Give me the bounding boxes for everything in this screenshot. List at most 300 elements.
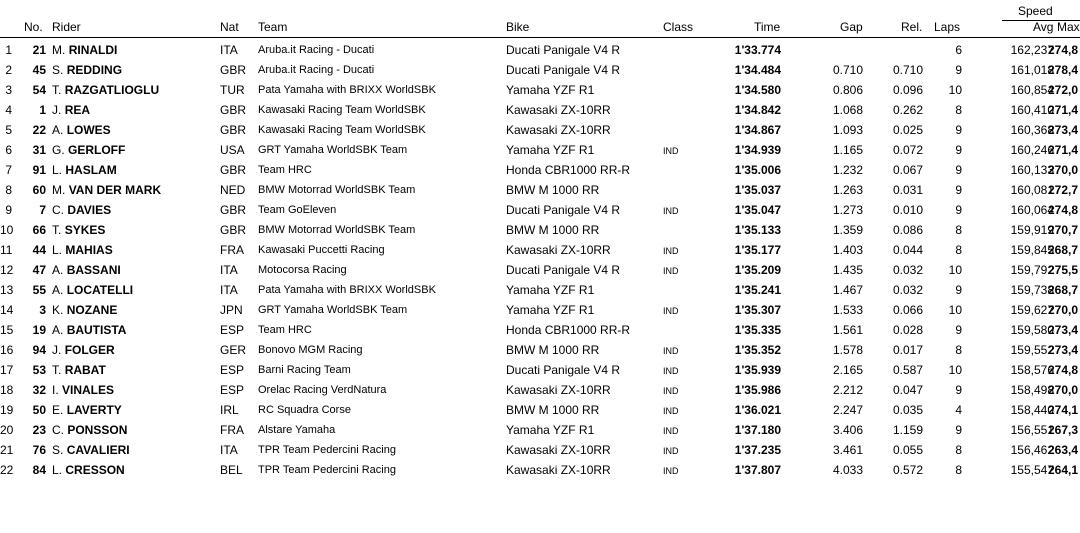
header-laps: Laps: [934, 20, 961, 34]
header-max: Max: [1057, 20, 1080, 34]
max-speed-cell: 270,0: [1048, 303, 1079, 317]
avg-speed-cell: 159,792: [1010, 263, 1054, 277]
class-cell: IND: [663, 206, 679, 216]
rider-number-cell: 50: [32, 403, 46, 417]
lap-time-cell: 1'35.209: [734, 263, 781, 277]
team-cell: Bonovo MGM Racing: [258, 344, 363, 356]
relative-gap-cell: 1.159: [892, 423, 923, 437]
rider-initial: A.: [52, 283, 64, 297]
table-row: [0, 180, 1080, 200]
rider-initial: T.: [52, 223, 62, 237]
rider-name-cell: [52, 323, 126, 337]
position-cell: 16: [0, 343, 14, 357]
rider-name-cell: [52, 103, 90, 117]
nationality-cell: USA: [220, 143, 245, 157]
position-cell: 22: [0, 463, 14, 477]
gap-cell: 4.033: [832, 463, 863, 477]
header-gap: Gap: [840, 20, 863, 34]
lap-time-cell: 1'37.807: [734, 463, 781, 477]
team-cell: Aruba.it Racing - Ducati: [258, 44, 375, 56]
table-row: [0, 240, 1080, 260]
rider-number-cell: 23: [32, 423, 46, 437]
rider-surname: MAHIAS: [65, 243, 113, 257]
rider-surname: CRESSON: [65, 463, 125, 477]
nationality-cell: FRA: [220, 423, 244, 437]
class-cell: IND: [663, 386, 679, 396]
bike-cell: Honda CBR1000 RR-R: [506, 323, 631, 337]
lap-time-cell: 1'35.307: [734, 303, 781, 317]
bike-cell: BMW M 1000 RR: [506, 343, 600, 357]
bike-cell: Kawasaki ZX-10RR: [506, 103, 611, 117]
rider-surname: FOLGER: [64, 343, 115, 357]
relative-gap-cell: 0.587: [892, 363, 923, 377]
rider-surname: RABAT: [64, 363, 106, 377]
relative-gap-cell: 0.032: [892, 263, 923, 277]
gap-cell: 1.359: [832, 223, 863, 237]
rider-name-cell: [52, 203, 111, 217]
nationality-cell: ESP: [220, 323, 245, 337]
rider-initial: A.: [52, 323, 64, 337]
rider-initial: L.: [52, 243, 63, 257]
max-speed-cell: 270,0: [1048, 383, 1079, 397]
header-no: No.: [24, 20, 43, 34]
rider-surname: BAUTISTA: [66, 323, 127, 337]
rider-initial: M.: [52, 43, 66, 57]
rider-number-cell: 60: [32, 183, 46, 197]
max-speed-cell: 274,8: [1048, 203, 1079, 217]
bike-cell: Ducati Panigale V4 R: [506, 203, 621, 217]
table-row: [0, 220, 1080, 240]
gap-cell: 1.403: [832, 243, 863, 257]
lap-time-cell: 1'33.774: [734, 43, 781, 57]
nationality-cell: FRA: [220, 243, 244, 257]
avg-speed-cell: 158,576: [1010, 363, 1054, 377]
bike-cell: Kawasaki ZX-10RR: [506, 383, 611, 397]
position-cell: 13: [0, 283, 14, 297]
position-cell: 8: [5, 183, 12, 197]
avg-speed-cell: 155,547: [1010, 463, 1054, 477]
nationality-cell: ESP: [220, 383, 245, 397]
class-cell: IND: [663, 406, 679, 416]
rider-surname: RAZGATLIOGLU: [64, 83, 160, 97]
relative-gap-cell: 0.035: [892, 403, 923, 417]
rider-surname: LAVERTY: [66, 403, 122, 417]
table-row: [0, 60, 1080, 80]
class-cell: IND: [663, 246, 679, 256]
lap-time-cell: 1'36.021: [734, 403, 781, 417]
rider-surname: REDDING: [66, 63, 123, 77]
rider-number-cell: 66: [32, 223, 46, 237]
avg-speed-cell: 159,738: [1010, 283, 1054, 297]
team-cell: Kawasaki Racing Team WorldSBK: [258, 104, 426, 116]
laps-cell: 9: [955, 143, 962, 157]
rider-number-cell: 3: [39, 303, 46, 317]
laps-cell: 9: [955, 383, 962, 397]
rider-surname: BASSANI: [66, 263, 121, 277]
max-speed-cell: 272,7: [1048, 183, 1079, 197]
max-speed-cell: 264,1: [1048, 463, 1079, 477]
class-cell: IND: [663, 306, 679, 316]
nationality-cell: GER: [220, 343, 247, 357]
avg-speed-cell: 158,498: [1010, 383, 1054, 397]
rider-name-cell: [52, 223, 105, 237]
position-cell: 19: [0, 403, 14, 417]
team-cell: BMW Motorrad WorldSBK Team: [258, 224, 416, 236]
relative-gap-cell: 0.010: [892, 203, 923, 217]
rider-name-cell: [52, 123, 111, 137]
rider-number-cell: 54: [32, 83, 46, 97]
position-cell: 21: [0, 443, 14, 457]
lap-time-cell: 1'35.939: [734, 363, 781, 377]
rider-initial: A.: [52, 123, 64, 137]
rider-surname: HASLAM: [65, 163, 117, 177]
table-row: [0, 200, 1080, 220]
relative-gap-cell: 0.025: [892, 123, 923, 137]
bike-cell: Yamaha YZF R1: [506, 83, 595, 97]
class-cell: IND: [663, 146, 679, 156]
laps-cell: 9: [955, 183, 962, 197]
rider-name-cell: [52, 83, 159, 97]
rider-surname: DAVIES: [67, 203, 112, 217]
bike-cell: Ducati Panigale V4 R: [506, 63, 621, 77]
header-class: Class: [663, 20, 694, 34]
rider-name-cell: [52, 343, 115, 357]
bike-cell: Kawasaki ZX-10RR: [506, 243, 611, 257]
position-cell: 2: [5, 63, 12, 77]
max-speed-cell: 273,4: [1048, 323, 1079, 337]
nationality-cell: GBR: [220, 223, 247, 237]
bike-cell: Kawasaki ZX-10RR: [506, 443, 611, 457]
header-bike: Bike: [506, 20, 530, 34]
rider-initial: C.: [52, 203, 64, 217]
relative-gap-cell: 0.710: [892, 63, 923, 77]
rider-name-cell: [52, 403, 122, 417]
laps-cell: 9: [955, 163, 962, 177]
team-cell: Team HRC: [258, 324, 312, 336]
max-speed-cell: 270,0: [1048, 163, 1079, 177]
team-cell: TPR Team Pedercini Racing: [258, 464, 396, 476]
bike-cell: Kawasaki ZX-10RR: [506, 123, 611, 137]
rider-initial: L.: [52, 463, 63, 477]
class-cell: IND: [663, 266, 679, 276]
header-nat: Nat: [220, 20, 239, 34]
header-team: Team: [258, 20, 288, 34]
rider-number-cell: 94: [32, 343, 46, 357]
table-row: [0, 400, 1080, 420]
header-time: Time: [754, 20, 781, 34]
rider-initial: S.: [52, 443, 64, 457]
avg-speed-cell: 160,368: [1010, 123, 1054, 137]
avg-speed-cell: 160,410: [1010, 103, 1054, 117]
rider-initial: A.: [52, 263, 64, 277]
gap-cell: 1.435: [832, 263, 863, 277]
table-row: [0, 420, 1080, 440]
lap-time-cell: 1'34.867: [734, 123, 781, 137]
gap-cell: 3.461: [832, 443, 863, 457]
nationality-cell: JPN: [220, 303, 243, 317]
rider-number-cell: 7: [39, 203, 46, 217]
max-speed-cell: 270,7: [1048, 223, 1079, 237]
lap-time-cell: 1'35.037: [734, 183, 781, 197]
rider-name-cell: [52, 363, 106, 377]
nationality-cell: GBR: [220, 203, 247, 217]
avg-speed-cell: 159,580: [1010, 323, 1054, 337]
laps-cell: 9: [955, 423, 962, 437]
laps-cell: 4: [955, 403, 962, 417]
rider-number-cell: 84: [32, 463, 46, 477]
lap-time-cell: 1'35.335: [734, 323, 781, 337]
laps-cell: 8: [955, 103, 962, 117]
rider-initial: C.: [52, 423, 64, 437]
team-cell: Orelac Racing VerdNatura: [258, 384, 387, 396]
position-cell: 18: [0, 383, 14, 397]
table-row: [0, 80, 1080, 100]
gap-cell: 2.165: [832, 363, 863, 377]
team-cell: Team GoEleven: [258, 204, 337, 216]
class-cell: IND: [663, 466, 679, 476]
header-rider: Rider: [52, 20, 81, 34]
team-cell: Pata Yamaha with BRIXX WorldSBK: [258, 84, 436, 96]
gap-cell: 1.068: [832, 103, 863, 117]
nationality-cell: NED: [220, 183, 246, 197]
rider-surname: NOZANE: [66, 303, 118, 317]
avg-speed-cell: 160,854: [1010, 83, 1054, 97]
table-row: [0, 300, 1080, 320]
laps-cell: 8: [955, 343, 962, 357]
nationality-cell: ESP: [220, 363, 245, 377]
bike-cell: Yamaha YZF R1: [506, 303, 595, 317]
laps-cell: 8: [955, 243, 962, 257]
rider-name-cell: [52, 143, 125, 157]
avg-speed-cell: 156,462: [1010, 443, 1054, 457]
rider-surname: LOWES: [66, 123, 111, 137]
rider-number-cell: 44: [32, 243, 46, 257]
class-cell: IND: [663, 426, 679, 436]
team-cell: Team HRC: [258, 164, 312, 176]
bike-cell: Honda CBR1000 RR-R: [506, 163, 631, 177]
relative-gap-cell: 0.086: [892, 223, 923, 237]
gap-cell: 1.467: [832, 283, 863, 297]
gap-cell: 1.273: [832, 203, 863, 217]
lap-time-cell: 1'35.986: [734, 383, 781, 397]
max-speed-cell: 271,4: [1048, 143, 1079, 157]
nationality-cell: ITA: [220, 443, 238, 457]
rider-name-cell: [52, 163, 117, 177]
rider-number-cell: 53: [32, 363, 46, 377]
avg-speed-cell: 159,919: [1010, 223, 1054, 237]
lap-time-cell: 1'35.006: [734, 163, 781, 177]
rider-name-cell: [52, 423, 127, 437]
rider-initial: J.: [52, 103, 62, 117]
gap-cell: 1.263: [832, 183, 863, 197]
max-speed-cell: 263,4: [1048, 443, 1079, 457]
laps-cell: 9: [955, 283, 962, 297]
max-speed-cell: 274,8: [1048, 363, 1079, 377]
rider-name-cell: [52, 243, 113, 257]
relative-gap-cell: 0.044: [892, 243, 923, 257]
rider-surname: CAVALIERI: [66, 443, 130, 457]
gap-cell: 1.232: [832, 163, 863, 177]
table-row: [0, 360, 1080, 380]
laps-cell: 9: [955, 63, 962, 77]
gap-cell: 0.710: [832, 63, 863, 77]
gap-cell: 3.406: [832, 423, 863, 437]
bike-cell: Yamaha YZF R1: [506, 143, 595, 157]
max-speed-cell: 268,7: [1048, 283, 1079, 297]
position-cell: 17: [0, 363, 14, 377]
team-cell: Alstare Yamaha: [258, 424, 336, 436]
rider-number-cell: 19: [32, 323, 46, 337]
avg-speed-cell: 159,552: [1010, 343, 1054, 357]
table-row: [0, 380, 1080, 400]
team-cell: BMW Motorrad WorldSBK Team: [258, 184, 416, 196]
rider-number-cell: 45: [32, 63, 46, 77]
rider-initial: G.: [52, 143, 65, 157]
max-speed-cell: 273,4: [1048, 343, 1079, 357]
table-row: [0, 260, 1080, 280]
rider-surname: PONSSON: [67, 423, 128, 437]
position-cell: 7: [5, 163, 12, 177]
lap-time-cell: 1'37.235: [734, 443, 781, 457]
position-cell: 3: [5, 83, 12, 97]
max-speed-cell: 271,4: [1048, 103, 1079, 117]
rider-surname: VAN DER MARK: [68, 183, 162, 197]
bike-cell: Ducati Panigale V4 R: [506, 363, 621, 377]
rider-surname: VINALES: [62, 383, 115, 397]
laps-cell: 8: [955, 223, 962, 237]
rider-name-cell: [52, 63, 122, 77]
table-row: [0, 320, 1080, 340]
laps-cell: 10: [948, 83, 962, 97]
relative-gap-cell: 0.096: [892, 83, 923, 97]
header-avg: Avg: [1033, 20, 1054, 34]
relative-gap-cell: 0.067: [892, 163, 923, 177]
rider-surname: REA: [64, 103, 91, 117]
table-row: [0, 100, 1080, 120]
rider-number-cell: 32: [32, 383, 46, 397]
position-cell: 20: [0, 423, 14, 437]
laps-cell: 10: [948, 263, 962, 277]
table-row: [0, 340, 1080, 360]
team-cell: Barni Racing Team: [258, 364, 351, 376]
max-speed-cell: 268,7: [1048, 243, 1079, 257]
max-speed-cell: 278,4: [1048, 63, 1079, 77]
relative-gap-cell: 0.032: [892, 283, 923, 297]
position-cell: 12: [0, 263, 14, 277]
position-cell: 9: [5, 203, 12, 217]
relative-gap-cell: 0.028: [892, 323, 923, 337]
bike-cell: Ducati Panigale V4 R: [506, 43, 621, 57]
rider-name-cell: [52, 383, 114, 397]
table-row: [0, 120, 1080, 140]
bike-cell: Yamaha YZF R1: [506, 423, 595, 437]
class-cell: IND: [663, 366, 679, 376]
rider-surname: RINALDI: [68, 43, 118, 57]
header-divider: [0, 37, 1080, 38]
rider-name-cell: [52, 283, 133, 297]
laps-cell: 9: [955, 123, 962, 137]
nationality-cell: ITA: [220, 263, 238, 277]
gap-cell: 1.165: [832, 143, 863, 157]
rider-initial: M.: [52, 183, 66, 197]
avg-speed-cell: 156,551: [1010, 423, 1054, 437]
position-cell: 14: [0, 303, 14, 317]
table-row: [0, 140, 1080, 160]
position-cell: 5: [5, 123, 12, 137]
header-speed: Speed: [1018, 4, 1053, 18]
rider-surname: GERLOFF: [68, 143, 126, 157]
bike-cell: Ducati Panigale V4 R: [506, 263, 621, 277]
rider-number-cell: 91: [32, 163, 46, 177]
rider-initial: S.: [52, 63, 64, 77]
avg-speed-cell: 160,133: [1010, 163, 1054, 177]
max-speed-cell: 274,8: [1048, 43, 1079, 57]
position-cell: 11: [0, 243, 13, 257]
avg-speed-cell: 159,627: [1010, 303, 1054, 317]
team-cell: Kawasaki Racing Team WorldSBK: [258, 124, 426, 136]
table-row: [0, 40, 1080, 60]
gap-cell: 1.093: [832, 123, 863, 137]
rider-name-cell: [52, 183, 161, 197]
nationality-cell: IRL: [220, 403, 239, 417]
rider-initial: T.: [52, 83, 62, 97]
position-cell: 1: [5, 43, 12, 57]
nationality-cell: GBR: [220, 63, 247, 77]
laps-cell: 8: [955, 463, 962, 477]
position-cell: 6: [5, 143, 12, 157]
rider-initial: L.: [52, 163, 63, 177]
lap-time-cell: 1'35.352: [734, 343, 781, 357]
rider-initial: I.: [52, 383, 59, 397]
laps-cell: 8: [955, 443, 962, 457]
rider-number-cell: 76: [32, 443, 46, 457]
gap-cell: 2.247: [832, 403, 863, 417]
rider-surname: SYKES: [64, 223, 106, 237]
rider-number-cell: 1: [39, 103, 46, 117]
nationality-cell: GBR: [220, 103, 247, 117]
relative-gap-cell: 0.066: [892, 303, 923, 317]
table-row: [0, 440, 1080, 460]
relative-gap-cell: 0.031: [892, 183, 923, 197]
rider-number-cell: 55: [32, 283, 46, 297]
gap-cell: 1.533: [832, 303, 863, 317]
relative-gap-cell: 0.572: [892, 463, 923, 477]
rider-name-cell: [52, 463, 125, 477]
avg-speed-cell: 160,246: [1010, 143, 1054, 157]
max-speed-cell: 273,4: [1048, 123, 1079, 137]
gap-cell: 2.212: [832, 383, 863, 397]
lap-time-cell: 1'35.241: [734, 283, 781, 297]
rider-name-cell: [52, 43, 117, 57]
header-rel: Rel.: [901, 20, 923, 34]
laps-cell: 6: [955, 43, 962, 57]
rider-name-cell: [52, 443, 130, 457]
results-table: [0, 40, 1080, 480]
rider-number-cell: 47: [32, 263, 46, 277]
nationality-cell: BEL: [220, 463, 243, 477]
max-speed-cell: 275,5: [1048, 263, 1079, 277]
lap-time-cell: 1'35.177: [734, 243, 781, 257]
avg-speed-cell: 159,845: [1010, 243, 1054, 257]
table-row: [0, 280, 1080, 300]
rider-initial: E.: [52, 403, 64, 417]
lap-time-cell: 1'34.580: [734, 83, 781, 97]
team-cell: TPR Team Pedercini Racing: [258, 444, 396, 456]
avg-speed-cell: 161,018: [1010, 63, 1054, 77]
bike-cell: BMW M 1000 RR: [506, 183, 600, 197]
team-cell: Pata Yamaha with BRIXX WorldSBK: [258, 284, 436, 296]
avg-speed-cell: 162,237: [1010, 43, 1054, 57]
